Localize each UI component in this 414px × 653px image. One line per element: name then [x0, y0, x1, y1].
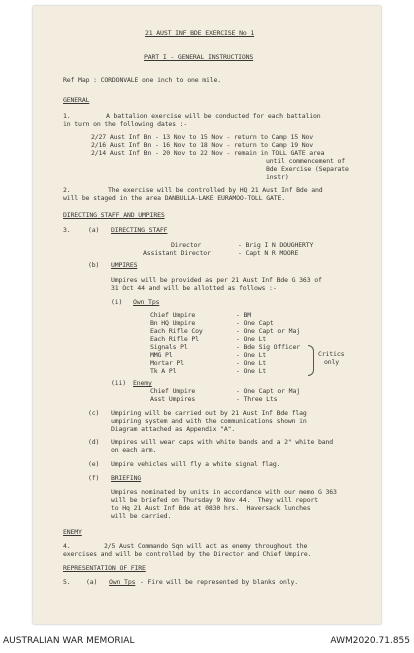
footer-accession: AWM2020.71.855	[330, 636, 410, 646]
critics-note: Critics	[318, 350, 345, 358]
critics-note: only	[324, 358, 340, 366]
director-label: Director	[171, 241, 202, 249]
sub-label: (c)	[88, 409, 100, 417]
representation-heading: REPRESENTATION OF FIRE	[63, 564, 146, 572]
enemy-heading: ENEMY	[63, 528, 82, 536]
umpire-role: Chief Umpire	[150, 311, 196, 319]
para-text: Umpire vehicles will fly a white signal flag.	[111, 460, 281, 468]
para-text: - Fire will be represented by blanks only.	[140, 578, 299, 586]
umpire-role: Mortar Pl	[150, 359, 184, 367]
director-value: - Brig I N DOUGHERTY	[238, 241, 314, 249]
umpire-alloc: - Bde Sig Officer	[236, 343, 300, 351]
sub-label: (b)	[88, 261, 100, 269]
umpire-alloc: - BM	[236, 311, 252, 319]
own-tps-label: Own Tps	[109, 578, 136, 586]
umpire-role: MMG Pl	[150, 351, 173, 359]
para-number: 2.	[63, 186, 71, 194]
umpire-role: Bn HQ Umpire	[150, 319, 196, 327]
para-text: will be carried.	[111, 512, 172, 520]
document-header: 21 AUST INF BDE EXERCISE No 1	[145, 29, 255, 37]
sub-label: (a)	[86, 578, 98, 586]
briefing-heading: BRIEFING	[111, 474, 142, 482]
umpire-alloc: - One Lt	[236, 359, 267, 367]
enemy-sub-heading: Enemy	[133, 379, 152, 387]
umpire-alloc: - One Lt	[236, 367, 267, 375]
umpire-alloc: - One Lt	[236, 335, 267, 343]
asst-director-value: - Capt N R MOORE	[238, 249, 299, 257]
para-text: exercises and will be controlled by the Director and Chief Umpire.	[63, 550, 312, 558]
sub-label: (a)	[88, 226, 100, 234]
directing-heading: DIRECTING STAFF AND UMPIRES	[63, 211, 165, 219]
para-text: Umpiring will be carried out by 21 Aust Inf Bde flag	[111, 409, 307, 417]
general-heading: GENERAL	[63, 96, 90, 104]
part-heading: PART I - GENERAL INSTRUCTIONS	[144, 53, 254, 61]
para-text: 2/5 Aust Commando Sqn will act as enemy throughout the	[104, 542, 308, 550]
para-text: Umpires nominated by units in accordance with our memo G 363	[111, 488, 337, 496]
para-text: umpiring system and with the communications shown in	[111, 417, 307, 425]
schedule-line: instr)	[266, 173, 289, 181]
sub-label: (d)	[88, 438, 100, 446]
sub-label: (i)	[111, 298, 123, 306]
footer-credit: AUSTRALIAN WAR MEMORIAL	[3, 636, 135, 646]
umpire-alloc: - Three Lts	[236, 395, 278, 403]
para-text: Umpires will wear caps with white bands and a 2" white band	[111, 438, 334, 446]
umpire-alloc: - One Capt or Maj	[236, 387, 300, 395]
para-text: 31 Oct 44 and will be allotted as follows :-	[111, 284, 277, 292]
umpires-heading: UMPIRES	[111, 261, 138, 269]
umpire-alloc: - One Lt	[236, 351, 267, 359]
para-number: 5.	[63, 578, 71, 586]
para-number: 1.	[63, 112, 71, 120]
umpire-role: Asst Umpires	[150, 395, 196, 403]
umpire-role: Each Rifle Coy	[150, 327, 203, 335]
para-text: will be staged in the area DANBULLA-LAKE EURAMOO-TOLL GATE.	[63, 194, 286, 202]
para-text: in turn on the following dates :-	[63, 120, 188, 128]
umpire-alloc: - One Capt	[236, 319, 274, 327]
critics-brace	[308, 345, 314, 376]
umpire-role: Signals Pl	[150, 343, 188, 351]
umpire-role: Tk A Pl	[150, 367, 177, 375]
sub-label: (ii)	[111, 379, 127, 387]
para-text: Diagram attached as Appendix "A".	[111, 425, 236, 433]
sub-label: (e)	[88, 460, 100, 468]
para-number: 4.	[63, 542, 71, 550]
para-text: Umpires will be provided as per 21 Aust Inf Bde G 363 of	[111, 276, 322, 284]
schedule-line: until commencement of	[266, 157, 346, 165]
directing-staff-heading: DIRECTING STAFF	[111, 226, 168, 234]
schedule-line: 2/14 Aust Inf Bn - 20 Nov to 22 Nov - remain in TOLL GATE area	[91, 149, 325, 157]
own-tps-heading: Own Tps	[133, 298, 160, 306]
umpire-role: Each Rifle Pl	[150, 335, 199, 343]
para-text: A battalion exercise will be conducted for each battalion	[106, 112, 321, 120]
sub-label: (f)	[88, 474, 100, 482]
para-text: to Hq 21 Aust Inf Bde at 0830 hrs. Haversack lunches	[111, 504, 311, 512]
para-text: The exercise will be controlled by HQ 21 Aust Inf Bde and	[108, 186, 323, 194]
ref-map: Ref Map : CORDONVALE one inch to one mile.	[63, 76, 222, 84]
para-text: will be briefed on Thursday 9 Nov 44. They will report	[111, 496, 318, 504]
umpire-role: Chief Umpire	[150, 387, 196, 395]
asst-director-label: Assistant Director	[143, 249, 211, 257]
schedule-line: 2/27 Aust Inf Bn - 13 Nov to 15 Nov - return to Camp 15 Nov	[91, 133, 314, 141]
para-number: 3.	[63, 226, 71, 234]
schedule-line: Bde Exercise (Separate	[266, 165, 349, 173]
schedule-line: 2/16 Aust Inf Bn - 16 Nov to 18 Nov - return to Camp 19 Nov	[91, 141, 314, 149]
para-text: on each arm.	[111, 446, 157, 454]
umpire-alloc: - One Capt or Maj	[236, 327, 300, 335]
